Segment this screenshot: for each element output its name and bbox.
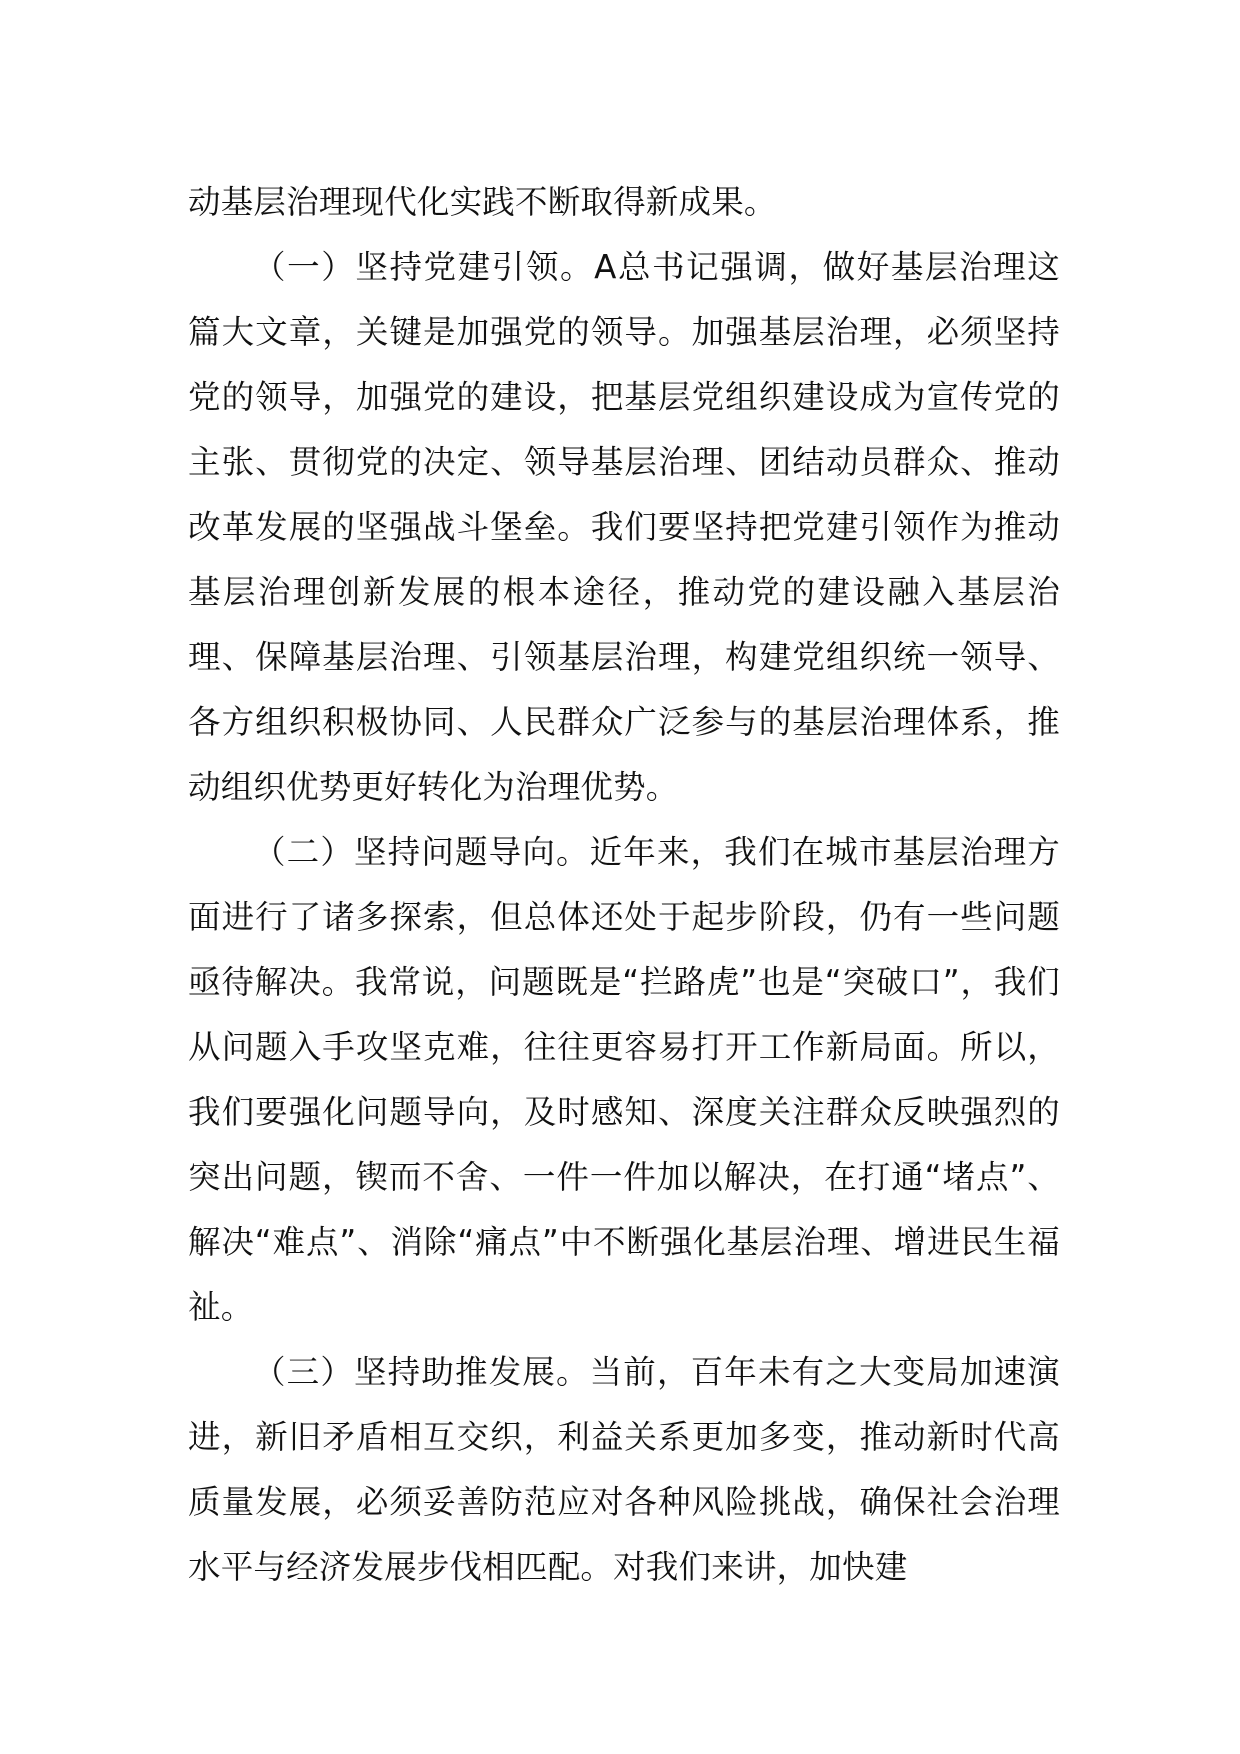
paragraph-section-2: （二）坚持问题导向。近年来，我们在城市基层治理方面进行了诸多探索，但总体还处于起步阶段，仍有一些问题亟待解决。我常说，问题既是“拦路虎”也是“突破口”，我们从问题入手攻坚克难，往往更容易打开工作新局面。所以，我们要强化问题导向，及时感知、深度关注群众反映强烈的突出问题，锲而不舍、一件一件加以解决，在打通“堵点”、解决“难点”、消除“痛点”中不断强化基层治理、增进民生福祉。 — [188, 833, 1060, 1326]
paragraph-continuation: 动基层治理现代化实践不断取得新成果。 — [188, 183, 777, 221]
paragraph-section-1: （一）坚持党建引领。A总书记强调，做好基层治理这篇大文章，关键是加强党的领导。加强基层治理，必须坚持党的领导，加强党的建设，把基层党组织建设成为宣传党的主张、贯彻党的决定、领导基层治理、团结动员群众、推动改革发展的坚强战斗堡垒。我们要坚持把党建引领作为推动基层治理创新发展的根本途径，推动党的建设融入基层治理、保障基层治理、引领基层治理，构建党组织统一领导、各方组织积极协同、人民群众广泛参与的基层治理体系，推动组织优势更好转化为治理优势。 — [188, 248, 1060, 806]
paragraph-section-3: （三）坚持助推发展。当前，百年未有之大变局加速演进，新旧矛盾相互交织，利益关系更加多变，推动新时代高质量发展，必须妥善防范应对各种风险挑战，确保社会治理水平与经济发展步伐相匹配。对我们来讲，加快建 — [188, 1353, 1060, 1586]
body-text — [188, 170, 1060, 1600]
